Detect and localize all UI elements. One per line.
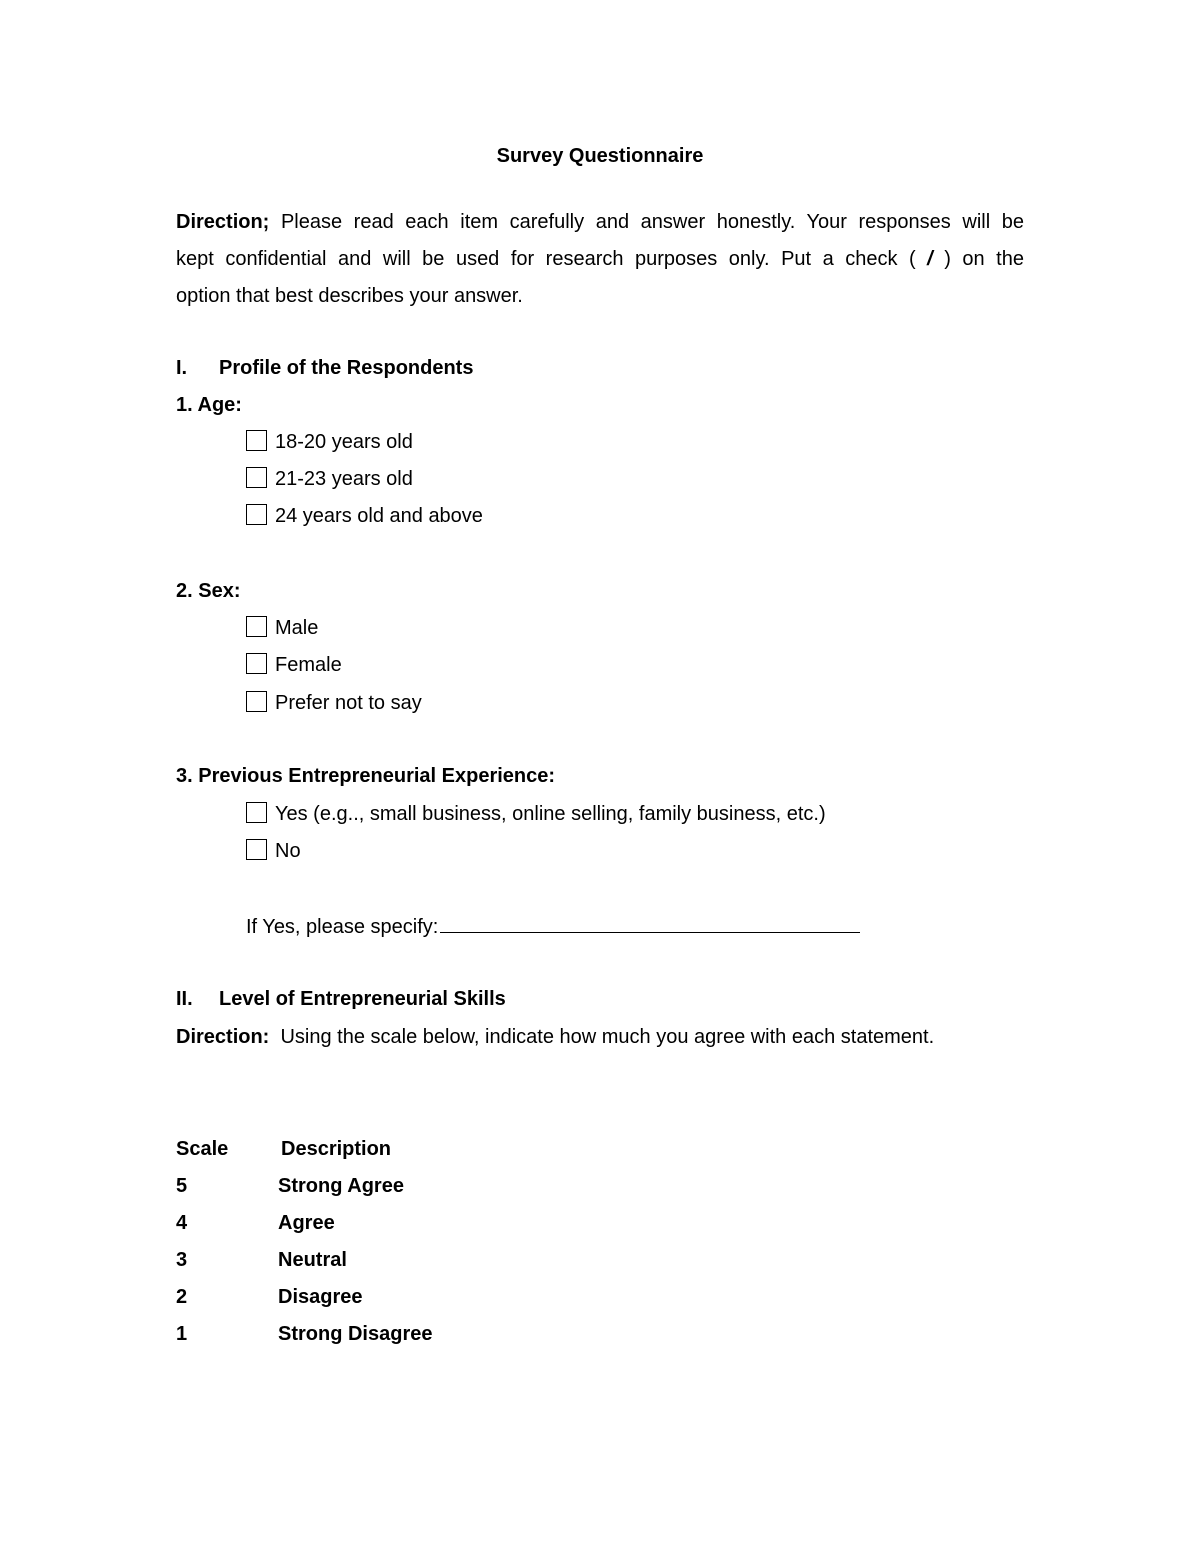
- scale-description: Strong Agree: [278, 1175, 404, 1197]
- question-sex-label: 2. Sex:: [176, 580, 241, 602]
- checkbox[interactable]: [246, 691, 267, 712]
- section-2-heading: [176, 987, 506, 1011]
- checkbox[interactable]: [246, 504, 267, 525]
- specify-label: If Yes, please specify:: [246, 916, 439, 938]
- section-1-heading: [176, 356, 473, 380]
- page-title: Survey Questionnaire: [496, 145, 704, 167]
- option-label: 21-23 years old: [275, 468, 413, 490]
- checkbox[interactable]: [246, 802, 267, 823]
- specify-blank-field[interactable]: [440, 914, 860, 933]
- option-age-21-23[interactable]: [246, 466, 413, 492]
- option-label: Prefer not to say: [275, 692, 422, 714]
- section-2-numeral: II.: [176, 988, 193, 1010]
- option-label: 18-20 years old: [275, 431, 413, 453]
- scale-value: 4: [176, 1212, 188, 1234]
- check-symbol: /: [927, 248, 933, 270]
- direction-line-3: option that best describes your answer.: [176, 285, 523, 307]
- option-experience-no[interactable]: [246, 838, 301, 864]
- scale-value: 5: [176, 1175, 188, 1197]
- direction-text-2a: kept confidential and will be used for research purposes only. Put a check (: [176, 248, 916, 270]
- checkbox[interactable]: [246, 839, 267, 860]
- question-age-label: 1. Age:: [176, 394, 242, 416]
- scale-header: Scale: [176, 1138, 229, 1160]
- checkbox[interactable]: [246, 467, 267, 488]
- option-sex-prefer-not[interactable]: [246, 690, 422, 716]
- checkbox[interactable]: [246, 616, 267, 637]
- section-2-direction-text: Using the scale below, indicate how much you agree with each statement.: [280, 1026, 935, 1048]
- scale-description: Agree: [278, 1212, 335, 1234]
- option-sex-female[interactable]: [246, 652, 342, 678]
- section-2-direction-label: Direction:: [176, 1026, 270, 1048]
- direction-text-1: Please read each item carefully and answer honestly. Your responses will be: [280, 211, 1024, 233]
- option-experience-yes[interactable]: [246, 801, 826, 827]
- scale-description: Neutral: [278, 1249, 347, 1271]
- section-1-title: Profile of the Respondents: [219, 357, 474, 379]
- option-sex-male[interactable]: [246, 615, 318, 641]
- section-2-direction: [176, 1025, 934, 1049]
- direction-line-1: [176, 204, 1024, 241]
- checkbox[interactable]: [246, 653, 267, 674]
- scale-description: Disagree: [278, 1286, 363, 1308]
- specify-line: [246, 914, 860, 939]
- scale-value: 2: [176, 1286, 188, 1308]
- option-label: 24 years old and above: [275, 505, 483, 527]
- direction-paragraph: [176, 204, 1024, 315]
- scale-value: 3: [176, 1249, 188, 1271]
- section-1-numeral: I.: [176, 357, 188, 379]
- section-2-title: Level of Entrepreneurial Skills: [219, 988, 506, 1010]
- option-age-18-20[interactable]: [246, 429, 413, 455]
- direction-line-2: [176, 241, 1024, 278]
- description-header: Description: [281, 1138, 392, 1160]
- option-label: Female: [275, 654, 342, 676]
- checkbox[interactable]: [246, 430, 267, 451]
- question-experience-label: 3. Previous Entrepreneurial Experience:: [176, 765, 556, 787]
- direction-label: Direction;: [176, 211, 270, 233]
- option-label: No: [275, 840, 301, 862]
- option-label: Male: [275, 617, 319, 639]
- scale-value: 1: [176, 1323, 188, 1345]
- option-age-24-above[interactable]: [246, 503, 483, 529]
- option-label: Yes (e.g.., small business, online selling, family business, etc.): [275, 803, 826, 825]
- scale-description: Strong Disagree: [278, 1323, 433, 1345]
- direction-text-2b: ) on the: [944, 248, 1024, 270]
